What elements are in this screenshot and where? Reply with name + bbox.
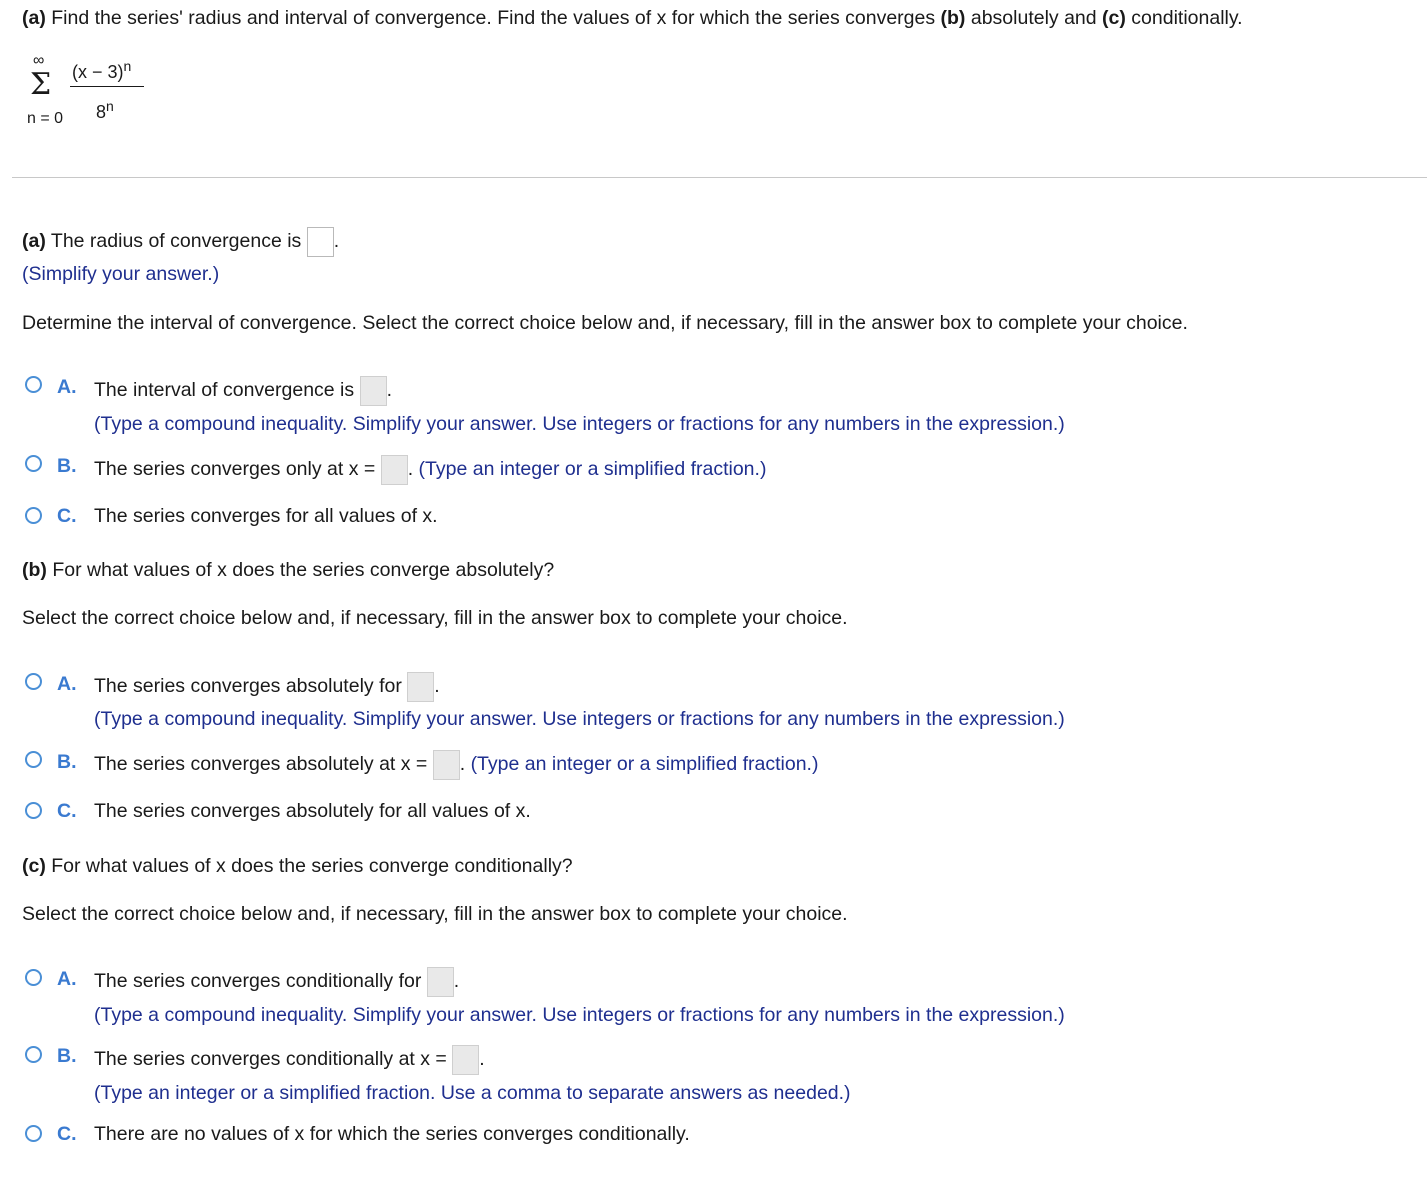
conditional-at-answer-box[interactable] (452, 1045, 479, 1075)
radius-suffix: . (333, 230, 340, 253)
part-b-choice-b (94, 750, 818, 780)
part-b-letter-b: B. (57, 751, 77, 773)
part-c-question (22, 855, 573, 878)
radius-text: The radius of convergence is (45, 230, 307, 253)
converges-only-at-answer-box[interactable] (381, 455, 408, 485)
denominator-base: 8 (96, 102, 107, 122)
radius-label: (a) (22, 230, 46, 253)
part-b-choice-a (94, 672, 440, 702)
prompt-text-1: Find the series' radius and interval of convergence. Find the values of x for which the series converges (45, 7, 941, 29)
part-b-marker: (b) (940, 7, 966, 29)
part-a-marker: (a) (22, 7, 46, 29)
part-b-question-text: For what values of x does the series converge absolutely? (46, 559, 555, 581)
part-c-letter-a: A. (57, 968, 77, 990)
part-b-radio-a[interactable] (25, 673, 42, 690)
part-a-letter-c: C. (57, 505, 77, 527)
absolute-interval-answer-box[interactable] (407, 672, 434, 702)
question-prompt (22, 7, 1243, 30)
part-c-letter-c: C. (57, 1123, 77, 1145)
part-b-question (22, 559, 554, 582)
choice-text: The series converges absolutely for (94, 675, 408, 698)
sigma-symbol: Σ (30, 67, 52, 102)
part-b-radio-b[interactable] (25, 751, 42, 768)
part-a-choice-a-hint: (Type a compound inequality. Simplify your answer. Use integers or fractions for any numbers in the expression.) (94, 413, 1065, 435)
part-c-choice-a (94, 967, 459, 997)
sigma-lower-limit: n = 0 (27, 110, 64, 127)
part-c-marker: (c) (1102, 7, 1126, 29)
part-a-letter-a: A. (57, 376, 77, 398)
choice-text: The series converges conditionally for (94, 970, 427, 993)
prompt-text-3: conditionally. (1125, 7, 1243, 29)
sigma-upper-limit: ∞ (33, 52, 45, 69)
series-numerator (72, 58, 131, 83)
part-b-letter-a: A. (57, 673, 77, 695)
choice-suffix: . (479, 1048, 485, 1071)
choice-text: The series converges absolutely at x = (94, 753, 433, 776)
part-c-radio-c[interactable] (25, 1125, 42, 1142)
section-divider (12, 177, 1427, 178)
part-a-choice-a (94, 376, 392, 406)
part-b-label: (b) (22, 559, 47, 581)
radius-answer-box[interactable] (307, 227, 334, 257)
simplify-hint: (Simplify your answer.) (22, 263, 220, 285)
part-b-letter-c: C. (57, 800, 77, 822)
part-b-instruction: Select the correct choice below and, if necessary, fill in the answer box to complete your choice. (22, 607, 848, 629)
part-a-radio-a[interactable] (25, 376, 42, 393)
part-c-question-text: For what values of x does the series converge conditionally? (45, 855, 573, 877)
denominator-exponent: n (106, 98, 114, 114)
part-b-radio-c[interactable] (25, 802, 42, 819)
part-a-choice-c: The series converges for all values of x. (94, 505, 438, 527)
choice-suffix: . (434, 675, 440, 698)
prompt-text-2: absolutely and (965, 7, 1103, 29)
part-c-choice-c: There are no values of x for which the series converges conditionally. (94, 1123, 690, 1145)
part-a-letter-b: B. (57, 455, 77, 477)
choice-text: The interval of convergence is (94, 379, 360, 402)
part-a-radio-c[interactable] (25, 507, 42, 524)
part-a-choice-b (94, 455, 766, 485)
choice-hint: (Type an integer or a simplified fraction.) (418, 458, 767, 481)
choice-text: The series converges only at x = (94, 458, 381, 481)
fraction-bar (70, 86, 144, 87)
series-denominator (96, 98, 114, 123)
part-c-radio-a[interactable] (25, 969, 42, 986)
part-c-choice-b-hint: (Type an integer or a simplified fraction. Use a comma to separate answers as needed.) (94, 1082, 851, 1104)
choice-hint: (Type an integer or a simplified fraction.) (470, 753, 819, 776)
choice-suffix: . (386, 379, 392, 402)
part-c-choice-b (94, 1045, 485, 1075)
part-b-choice-c: The series converges absolutely for all values of x. (94, 800, 531, 822)
part-c-radio-b[interactable] (25, 1046, 42, 1063)
numerator-exponent: n (123, 58, 132, 74)
part-c-choice-a-hint: (Type a compound inequality. Simplify your answer. Use integers or fractions for any numbers in the expression.) (94, 1004, 1065, 1026)
choice-suffix: . (453, 970, 460, 993)
absolute-at-answer-box[interactable] (433, 750, 460, 780)
choice-suffix: . (459, 753, 471, 776)
choice-suffix: . (407, 458, 419, 481)
conditional-interval-answer-box[interactable] (427, 967, 454, 997)
part-c-instruction: Select the correct choice below and, if necessary, fill in the answer box to complete your choice. (22, 903, 848, 925)
choice-text: The series converges conditionally at x = (94, 1048, 453, 1071)
part-c-label: (c) (22, 855, 46, 877)
numerator-base: (x − 3) (72, 62, 124, 82)
part-a-radio-b[interactable] (25, 455, 42, 472)
part-c-letter-b: B. (57, 1045, 77, 1067)
part-b-choice-a-hint: (Type a compound inequality. Simplify your answer. Use integers or fractions for any numbers in the expression.) (94, 708, 1065, 730)
interval-instruction: Determine the interval of convergence. Select the correct choice below and, if necessary, fill in the answer box to complete your choice. (22, 312, 1188, 334)
interval-answer-box[interactable] (360, 376, 387, 406)
radius-question (22, 227, 339, 257)
